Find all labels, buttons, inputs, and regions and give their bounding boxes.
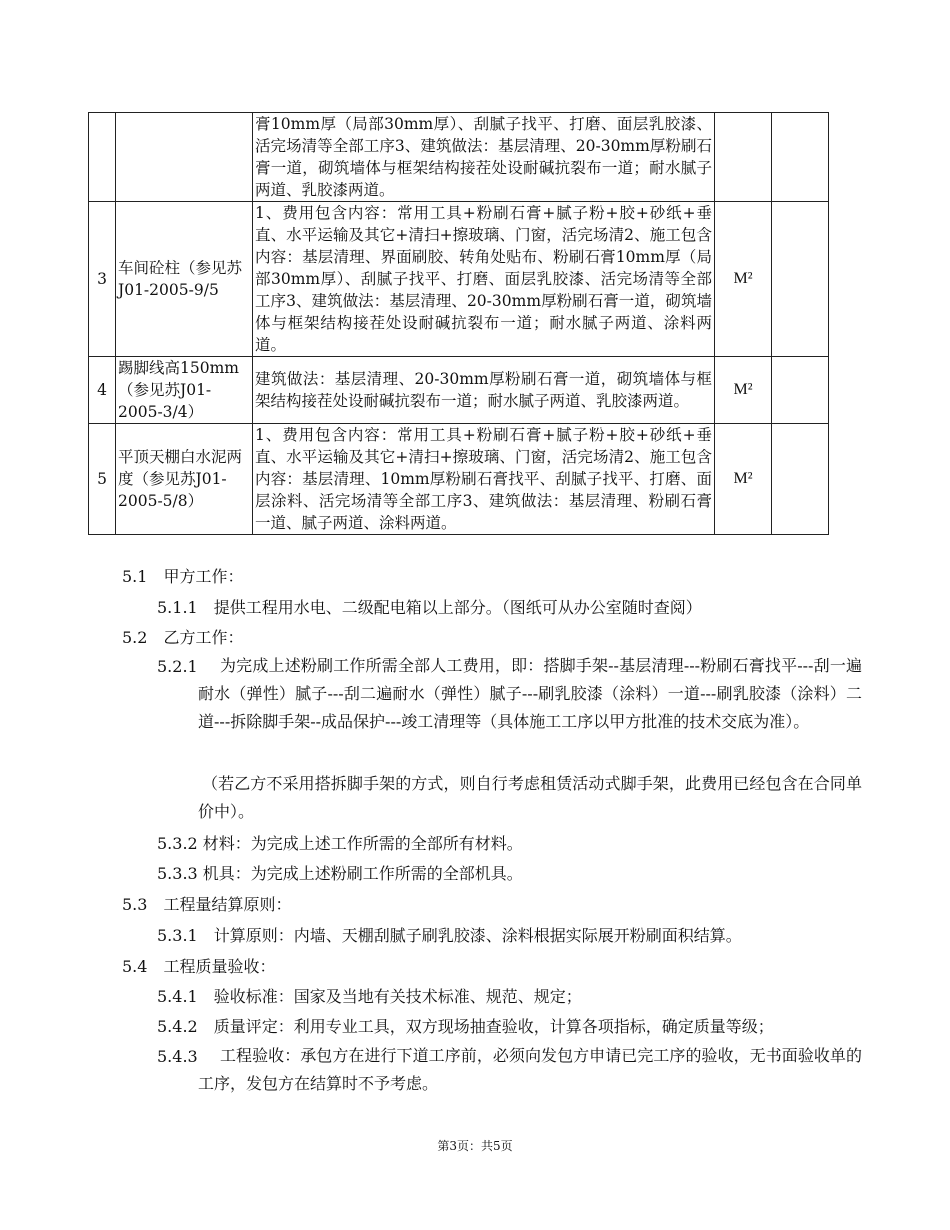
row-number: 4 <box>89 357 116 424</box>
section-5-3-3: 5.3.3 机具：为完成上述粉刷工作所需的全部机具。 <box>157 864 523 883</box>
spec-table <box>88 112 829 535</box>
section-5-2-1-number: 5.2.1 <box>157 657 198 676</box>
description-text: 建筑做法：基层清理、20-30mm厚粉刷石膏一道，砌筑墙体与框架结构接茬处设耐碱抗裂布一道；耐水腻子两道、乳胶漆两道。 <box>255 370 712 410</box>
section-5-1-1: 5.1.1 提供工程用水电、二级配电箱以上部分。（图纸可从办公室随时查阅） <box>157 598 702 617</box>
section-5-1-heading: 5.1 甲方工作： <box>122 567 244 586</box>
description-text: 膏10mm厚（局部30mm厚）、刮腻子找平、打磨、面层乳胶漆、活完场清等全部工序3、建筑做法：基层清理、20-30mm厚粉刷石膏一道，砌筑墙体与框架结构接茬处设耐碱抗裂布一道；耐水腻子两道、乳胶漆两道。 <box>255 115 712 199</box>
section-5-2-1-text: 为完成上述粉刷工作所需全部人工费用，即：搭脚手架--基层清理---粉刷石膏找平---刮一遍耐水（弹性）腻子---刮二遍耐水（弹性）腻子---刷乳胶漆（涂料）一道---刷乳胶漆（涂料）二道---拆除脚手架--成品保护---竣工清理等（具体施工工序以甲方批准的技术交底为准）。 <box>198 656 862 731</box>
section-5-4-3-text: 工程验收：承包方在进行下道工序前，必须向发包方申请已完工序的验收，无书面验收单的工序，发包方在结算时不予考虑。 <box>198 1046 862 1093</box>
unit-cell: M² <box>715 357 772 424</box>
section-5-4-1: 5.4.1 验收标准：国家及当地有关技术标准、规范、规定； <box>157 987 582 1006</box>
row-number: 3 <box>89 202 116 357</box>
empty-cell <box>772 202 829 357</box>
section-5-3-2: 5.3.2 材料：为完成上述工作所需的全部所有材料。 <box>157 834 523 853</box>
table-row <box>89 202 829 357</box>
empty-cell <box>772 424 829 535</box>
section-5-2-heading: 5.2 乙方工作： <box>122 628 244 647</box>
section-5-2-1-note: （若乙方不采用搭拆脚手架的方式，则自行考虑租赁活动式脚手架，此费用已经包含在合同单价中）。 <box>198 774 862 821</box>
unit-cell <box>715 113 772 202</box>
section-5-4-2: 5.4.2 质量评定：利用专业工具，双方现场抽查验收，计算各项指标，确定质量等级； <box>157 1017 774 1036</box>
item-description <box>253 113 715 202</box>
item-name: 车间砼柱（参见苏J01-2005-9/5 <box>116 202 253 357</box>
section-5-4-heading: 5.4 工程质量验收： <box>122 957 276 976</box>
unit-cell: M² <box>715 424 772 535</box>
table-row <box>89 424 829 535</box>
table-row <box>89 113 829 202</box>
description-text: 1、费用包含内容：常用工具+粉刷石膏+腻子粉+胶+砂纸+垂直、水平运输及其它+清扫+擦玻璃、门窗，活完场清2、施工包含内容：基层清理、界面刷胶、转角处贴布、粉刷石膏10mm厚（局部30mm厚）、刮腻子找平、打磨、面层乳胶漆、活完场清等全部工序3、建筑做法：基层清理、20-30mm厚粉刷石膏一道，砌筑墙体与框架结构接茬处设耐碱抗裂布一道；耐水腻子两道、涂料两道。 <box>255 204 712 354</box>
item-name <box>116 113 253 202</box>
empty-cell <box>772 113 829 202</box>
table-row <box>89 357 829 424</box>
item-name: 踢脚线高150mm（参见苏J01-2005-3/4） <box>116 357 253 424</box>
section-5-3-heading: 5.3 工程量结算原则： <box>122 895 292 914</box>
unit-cell: M² <box>715 202 772 357</box>
empty-cell <box>772 357 829 424</box>
section-5-3-1: 5.3.1 计算原则：内墙、天棚刮腻子刷乳胶漆、涂料根据实际展开粉刷面积结算。 <box>157 926 742 945</box>
item-description <box>253 357 715 424</box>
row-number <box>89 113 116 202</box>
page-footer: 第3页：共5页 <box>437 1139 513 1153</box>
row-number: 5 <box>89 424 116 535</box>
item-description <box>253 424 715 535</box>
description-text: 1、费用包含内容：常用工具+粉刷石膏+腻子粉+胶+砂纸+垂直、水平运输及其它+清扫+擦玻璃、门窗，活完场清2、施工包含内容：基层清理、10mm厚粉刷石膏找平、刮腻子找平、打磨、面层涂料、活完场清等全部工序3、建筑做法：基层清理、粉刷石膏一道、腻子两道、涂料两道。 <box>255 426 712 532</box>
item-description <box>253 202 715 357</box>
section-5-4-3-number: 5.4.3 <box>157 1047 198 1066</box>
item-name: 平顶天棚白水泥两度（参见苏J01-2005-5/8） <box>116 424 253 535</box>
